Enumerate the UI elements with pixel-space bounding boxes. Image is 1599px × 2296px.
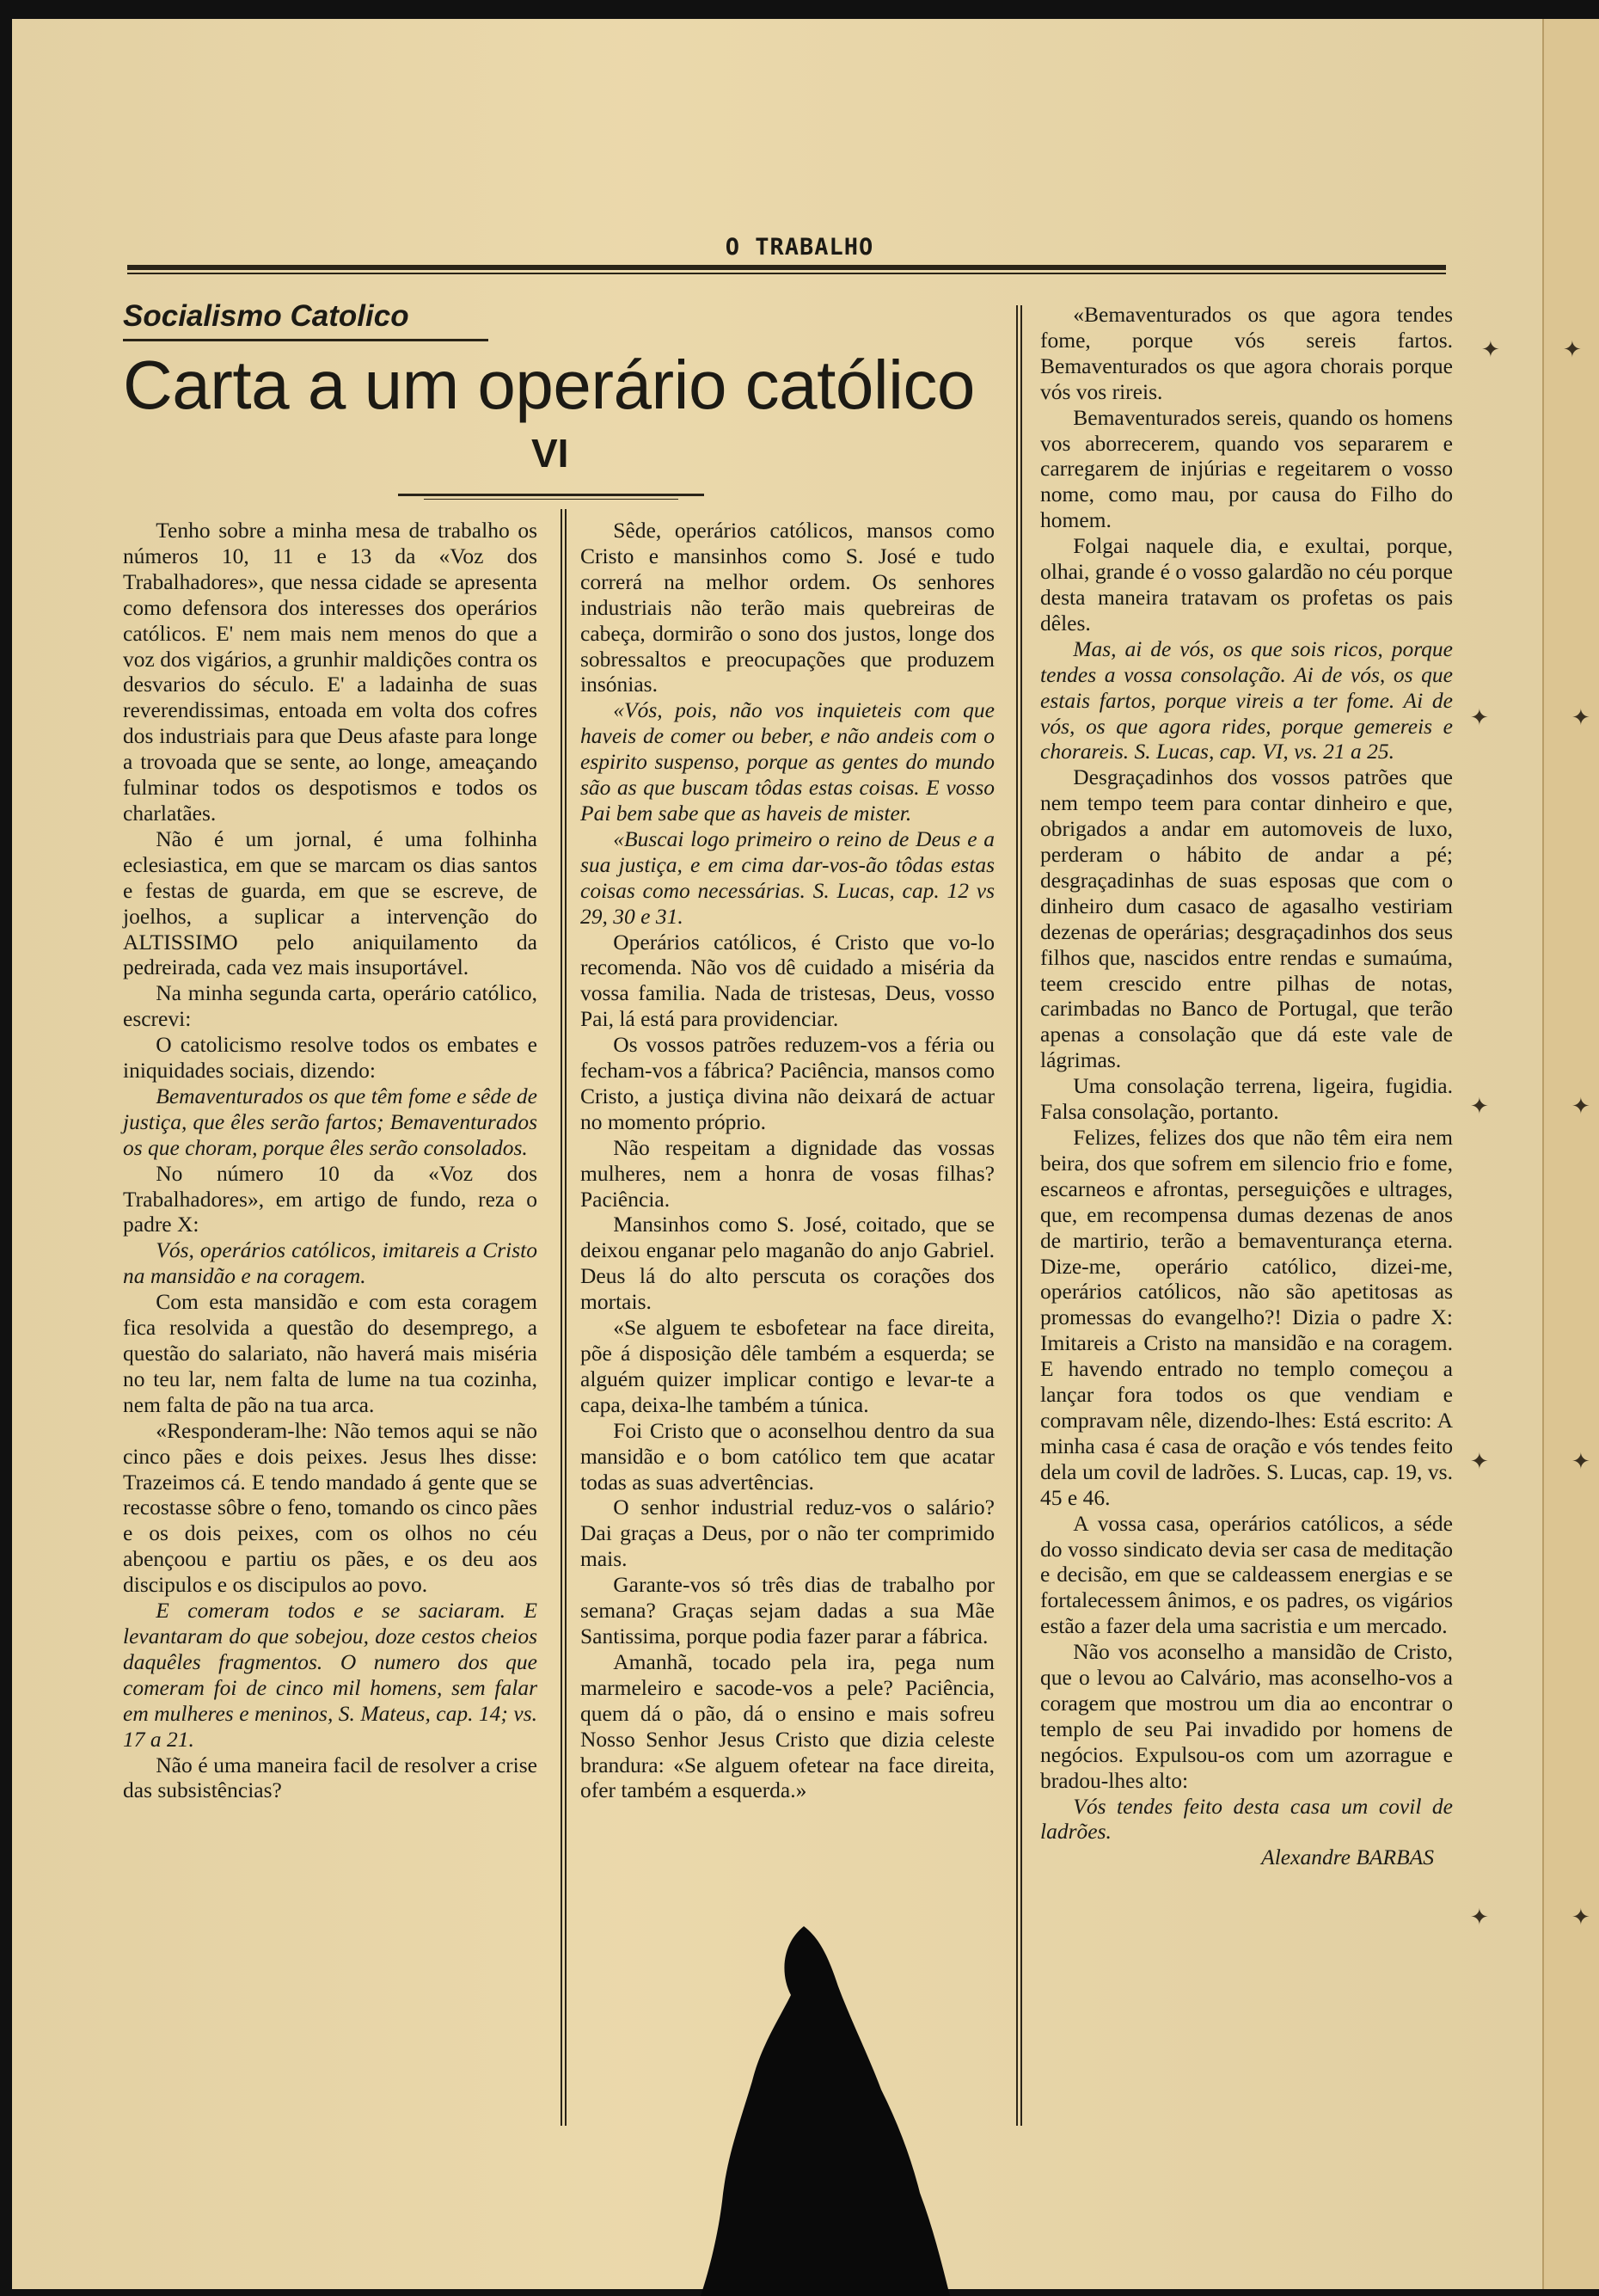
paragraph: E comeram todos e se saciaram. E levantaram do que sobejou, doze cestos cheios daquêles fragmentos. O numero dos que comeram foi de cinco mil homens, sem falar em mulheres e meninos, S. Mateus, cap. 14; vs. 17 a 21. [123,1598,537,1752]
paragraph: Os vossos patrões reduzem-vos a féria ou fecham-vos a fábrica? Paciência, mansos como Cristo, a justiça divina não deixará de actuar no momento próprio. [580,1032,995,1134]
paragraph: O catolicismo resolve todos os embates e iniquidades sociais, dizendo: [123,1032,537,1084]
sprocket-mark: ✦ [1470,1449,1489,1474]
paragraph: Folgai naquele dia, e exultai, porque, olhai, grande é o vosso galardão no céu porque desta maneira tratavam os profetas os pais dêles. [1040,533,1453,635]
column-divider-2b [1020,305,1022,2126]
paragraph: Não é um jornal, é uma folhinha eclesiastica, em que se marcam os dias santos e festas de guarda, em que se escreve, de joelhos, a suplicar a intervenção do ALTISSIMO pelo aniquilamento da pedreirada, cada vez mais insuportável. [123,826,537,980]
running-title: O TRABALHO [725,234,874,261]
section-heading: Socialismo Catolico [123,299,409,333]
paragraph: Tenho sobre a minha mesa de trabalho os números 10, 11 e 13 da «Voz dos Trabalhadores», que nessa cidade se apresenta como defensora dos interesses dos operários católicos. E' nem mais nem menos do que a voz dos vigários, a grunhir maldições contra os desvarios do século. E' a ladainha de suas reverendissimas, entoada em volta dos cofres dos industriais para que Deus afaste para longe a trovoada que se sente, ao longe, ameaçando fulminar todos os despotismos e todos os charlatães. [123,518,537,826]
paragraph: Sêde, operários católicos, mansos como Cristo e mansinhos como S. José e tudo correrá na melhor ordem. Os senhores industriais não terão mais quebreiras de cabeça, dormirão o sono dos justos, longe dos sobressaltos e preocupações que produzem insónias. [580,518,995,697]
paragraph: Amanhã, tocado pela ira, pega num marmeleiro e sacode-vos a pele? Paciência, quem dá o pão, dá o ensino e mais sofreu Nosso Senhor Jesus Cristo que dizia celeste brandura: «Se alguem ofetear na face direita, ofer também a esquerda.» [580,1648,995,1803]
article-column-3 [1040,302,1453,1870]
sprocket-mark: ✦ [1571,1449,1590,1474]
paragraph: «Buscai logo primeiro o reino de Deus e a sua justiça, e em cima dar-vos-ão tôdas estas coisas como necessárias. S. Lucas, cap. 12 vs 29, 30 e 31. [580,826,995,929]
paragraph: O senhor industrial reduz-vos o salário? Dai graças a Deus, por o não ter comprimido mais. [580,1495,995,1572]
paragraph: Garante-vos só três dias de trabalho por semana? Graças sejam dadas a sua Mãe Santissima, porque podia fazer parar a fábrica. [580,1572,995,1648]
article-title: Carta a um operário católico [123,347,975,423]
column-divider-1 [561,509,562,2126]
author-signature: Alexandre BARBAS [1261,1845,1434,1870]
sprocket-mark: ✦ [1470,1905,1489,1930]
sprocket-mark: ✦ [1470,705,1489,730]
title-rule [398,494,704,496]
column-divider-1b [565,509,567,2126]
torn-hole [701,1926,950,2296]
paragraph: Foi Cristo que o aconselhou dentro da sua mansidão e o bom católico tem que acatar todas as suas advertências. [580,1417,995,1495]
paragraph: Não é uma maneira facil de resolver a crise das subsistências? [123,1752,537,1803]
sprocket-mark: ✦ [1563,337,1582,362]
section-underline [123,339,488,341]
paragraph: «Se alguem te esbofetear na face direita, põe á disposição dêle também a esquerda; se alguém quizer implicar contigo e levar-te a capa, deixa-lhe também a túnica. [580,1315,995,1417]
header-rule [127,265,1446,270]
paragraph: Bemaventurados os que têm fome e sêde de justiça, que êles serão fartos; Bemaventurados os que choram, porque êles serão consolados. [123,1083,537,1160]
paragraph: «Bemaventurados os que agora tendes fome, porque vós sereis fartos. Bemaventurados os que agora chorais porque vós vos rireis. [1040,302,1453,404]
paragraph: Não vos aconselho a mansidão de Cristo, que o levou ao Calvário, mas aconselho-vos a coragem que mostrou um dia ao encontrar o templo de seu Pai invadido por homens de negócios. Expulsou-os com um azorrague e bradou-lhes alto: [1040,1639,1453,1793]
paragraph: Mas, ai de vós, os que sois ricos, porque tendes a vossa consolação. Ai de vós, os que estais fartos, porque vireis a ter fome. Ai de vós, os que agora rides, porque gemereis e chorareis. S. Lucas, cap. VI, vs. 21 a 25. [1040,635,1453,764]
article-number: VI [531,431,569,476]
paragraph: Felizes, felizes dos que não têm eira nem beira, dos que sofrem em silencio frio e fome, escarneos e afrontas, perseguições e ultrages, que, em recompensa dumas dezenas de anos de martirio, terão a bemaventurança eterna. Dize-me, operário católico, dizei-me, operários católicos, não são apetitosas as promessas do evangelho?! Dizia o padre X: Imitareis a Cristo na mansidão e na coragem. E havendo entrado no templo começou a lançar fora todos os que vendiam e compravam nêle, dizendo-lhes: Está escrito: A minha casa é casa de oração e vós tendes feito dela um covil de ladrões. S. Lucas, cap. 19, vs. 45 e 46. [1040,1125,1453,1510]
paragraph: Desgraçadinhos dos vossos patrões que nem tempo teem para contar dinheiro e que, obrigados a andar em automoveis de luxo, perderam o hábito de andar a pé; desgraçadinhas de suas esposas que com o dinheiro dum casaco de agasalho vestiriam dezenas de operárias; desgraçadinhos dos seus filhos que, nascidos entre rendas e sumaúma, teem crescido entre pilhas de notas, carimbadas no Banco de Portugal, que terão apenas a consolação que dá este vale de lágrimas. [1040,764,1453,1073]
paragraph: Operários católicos, é Cristo que vo-lo recomenda. Não vos dê cuidado a miséria da vossa familia. Nada de tristesas, Deus, vosso Pai, lá está para providenciar. [580,929,995,1032]
paragraph: Bemaventurados sereis, quando os homens vos aborrecerem, quando vos separarem e carregarem de injúrias e regeitarem o vosso nome, como mau, por causa do Filho do homem. [1040,404,1453,533]
paragraph: Vós tendes feito desta casa um covil de ladrões. [1040,1793,1453,1845]
paragraph: «Vós, pois, não vos inquieteis com que haveis de comer ou beber, e não andeis com o espirito suspenso, porque as gentes do mundo são as que buscam tôdas estas coisas. E vosso Pai bem sabe que as haveis de mister. [580,697,995,826]
paragraph: Uma consolação terrena, ligeira, fugidia. Falsa consolação, portanto. [1040,1073,1453,1125]
sprocket-mark: ✦ [1571,1094,1590,1119]
paragraph: A vossa casa, operários católicos, a séde do vosso sindicato devia ser casa de meditação e decisão, em que se caldeassem energias e se fortalecessem ânimos, e os padres, os vigários estão a fazer dela uma sacristia e um mercado. [1040,1510,1453,1639]
paragraph: No número 10 da «Voz dos Trabalhadores», em artigo de fundo, reza o padre X: [123,1160,537,1237]
article-column-1 [123,518,537,1803]
title-rule-thin [424,499,678,500]
paragraph: Não respeitam a dignidade das vossas mulheres, nem a honra de vosas filhas? Paciência. [580,1134,995,1212]
sprocket-mark: ✦ [1481,337,1500,362]
article-column-2 [580,518,995,1803]
paragraph: Na minha segunda carta, operário católico, escrevi: [123,980,537,1032]
column-divider-2 [1016,305,1018,2126]
paragraph: Com esta mansidão e com esta coragem fica resolvida a questão do desemprego, a questão do salariato, não haverá mais miséria no teu lar, nem falta de lume na tua cozinha, nem falta de pão na tua arca. [123,1289,537,1417]
paragraph: Mansinhos como S. José, coitado, que se deixou enganar pelo maganão do anjo Gabriel. Deus lá do alto perscuta os corações dos mortais. [580,1212,995,1315]
sprocket-mark: ✦ [1571,1905,1590,1930]
header-rule-thin [127,273,1446,274]
paragraph: Vós, operários católicos, imitareis a Cristo na mansidão e na coragem. [123,1237,537,1289]
sprocket-mark: ✦ [1571,705,1590,730]
paragraph: «Responderam-lhe: Não temos aqui se não cinco pães e dois peixes. Jesus lhes disse: Trazeimos cá. E tendo mandado á gente que se recostasse sôbre o feno, tomando os cinco pães e os dois peixes, com os olhos no céu abençoou e partiu os pães, e os deu aos discipulos e os discipulos ao povo. [123,1417,537,1598]
sprocket-mark: ✦ [1470,1094,1489,1119]
